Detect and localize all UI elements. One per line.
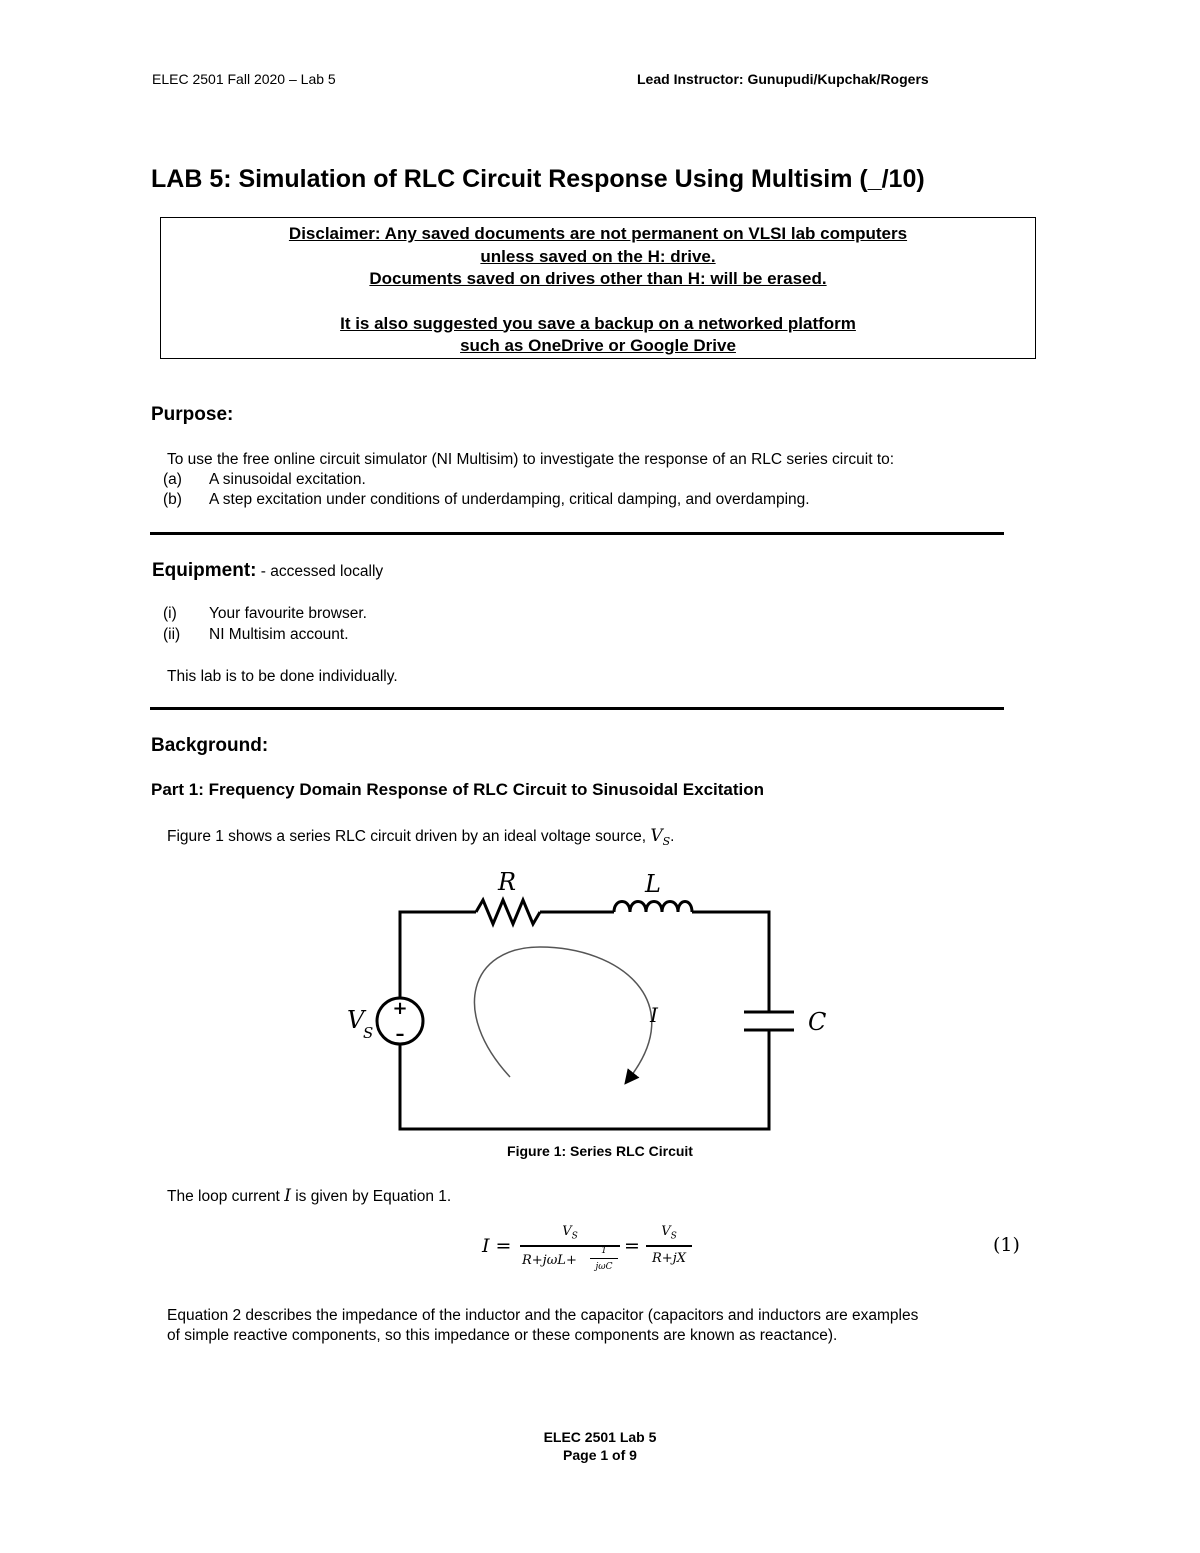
divider-2 [150,707,1004,710]
source-minus: – [395,1024,405,1045]
equation-fraction-bar-inner [590,1258,618,1259]
header-left: ELEC 2501 Fall 2020 – Lab 5 [152,71,336,87]
purpose-heading: Purpose: [151,404,234,425]
label-vs-sub: S [363,1024,374,1042]
part1-heading: Part 1: Frequency Domain Response of RLC Circuit to Sinusoidal Excitation [151,780,765,799]
disclaimer-line-2: unless saved on the H: drive. [480,246,716,266]
equation-den2: R+jX [652,1251,686,1266]
equation-equals: = [624,1235,640,1257]
equipment-item-i-text: Your favourite browser. [209,605,367,622]
equipment-item-ii-label: (ii) [163,626,181,643]
wire-bottom [400,1030,769,1129]
loop-text-1: The loop current [167,1188,285,1205]
equation2-text-line2: of simple reactive components, so this impedance or these components are known as reactance). [167,1327,838,1344]
loop-current-text [167,1186,451,1206]
footer-course: ELEC 2501 Lab 5 [543,1429,657,1445]
equipment-item-i-label: (i) [163,605,177,622]
equation-num2-sub: S [670,1231,677,1242]
equation-num1-var: V [562,1224,572,1239]
label-l: L [645,870,661,898]
figure-intro-sub: S [662,835,671,849]
background-heading: Background: [151,735,269,756]
equation-lhs: I = [482,1235,512,1257]
purpose-item-a-label: (a) [163,471,182,488]
disclaimer-line-5: such as OneDrive or Google Drive [460,336,736,355]
purpose-item-b-label: (b) [163,491,182,508]
disclaimer-line-1: Disclaimer: Any saved documents are not permanent on VLSI lab computers [288,224,908,243]
equation-num1 [520,1224,620,1242]
purpose-item-b-text: A step excitation under conditions of underdamping, critical damping, and overdamping. [209,491,810,508]
equation-den1-frac-den: jωC [595,1262,613,1272]
label-i: I [650,1003,658,1027]
equation-fraction-bar-2 [646,1245,692,1247]
loop-var: I [284,1186,291,1206]
footer-page-number: Page 1 of 9 [563,1447,637,1463]
header-right: Lead Instructor: Gunupudi/Kupchak/Rogers [637,71,929,87]
label-r: R [497,868,517,896]
disclaimer-line-4: It is also suggested you save a backup on a networked platform [340,313,856,333]
source-plus: + [392,998,408,1019]
wire-top-left [400,912,476,997]
loop-current-arrow [474,947,651,1080]
loop-text-2: is given by Equation 1. [290,1188,452,1205]
equipment-heading-line [152,560,383,582]
divider-1 [150,532,1004,535]
equipment-heading: Equipment: [152,560,257,581]
purpose-item-a-text: A sinusoidal excitation. [209,471,366,488]
figure-intro [167,826,674,848]
equipment-footnote: This lab is to be done individually. [167,668,398,685]
disclaimer-box [160,217,1036,359]
equation-num2-var: V [661,1224,671,1239]
equation-num2 [646,1224,692,1242]
resistor-symbol [476,900,540,924]
inductor-symbol [614,902,692,913]
footer [0,1428,1200,1464]
purpose-intro: To use the free online circuit simulator (NI Multisim) to investigate the response of an RLC series circuit to: [167,451,895,468]
figure-intro-end: . [670,828,675,845]
disclaimer-line-3: Documents saved on drives other than H: will be erased. [369,269,827,288]
figure-intro-text: Figure 1 shows a series RLC circuit driven by an ideal voltage source, [167,828,651,845]
equation-num1-sub: S [571,1231,578,1242]
equation-den1: R+jωL+ [522,1253,577,1268]
label-c: C [808,1008,827,1036]
equation-den1-frac-num: 1 [601,1246,607,1256]
figure-caption: Figure 1: Series RLC Circuit [507,1143,693,1159]
figure-intro-var: V [650,826,663,846]
page-title: LAB 5: Simulation of RLC Circuit Response Using Multisim (_/10) [151,165,925,193]
equipment-note: - accessed locally [256,563,384,580]
equipment-item-ii-text: NI Multisim account. [209,626,349,643]
equation-number: (1) [993,1234,1020,1256]
equation2-text-line1: Equation 2 describes the impedance of the inductor and the capacitor (capacitors and inductors are examples [167,1307,919,1324]
wire-top-right [692,912,769,1012]
rlc-circuit-diagram [330,862,850,1142]
label-vs: V [347,1006,365,1034]
